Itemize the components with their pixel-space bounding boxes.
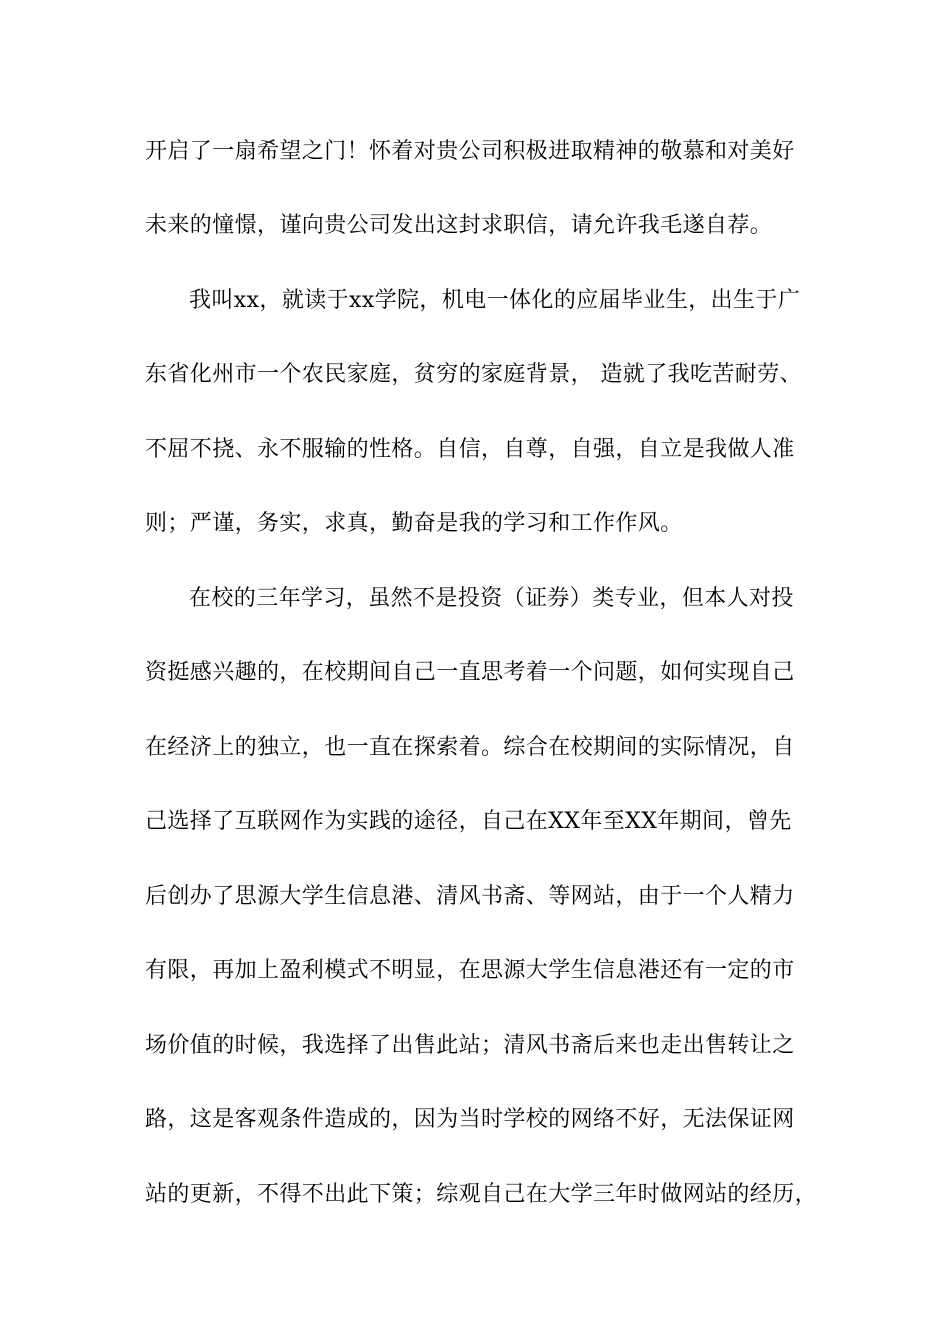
paragraph-start-line-7: 在校的三年学习，虽然不是投资（证券）类专业，但本人对投 (189, 586, 794, 611)
text-line-10: 己选择了互联网作为实践的途径，自己在XX年至XX年期间，曾先 (145, 809, 792, 834)
text-line-4: 东省化州市一个农民家庭，贫穷的家庭背景， 造就了我吃苦耐劳、 (145, 362, 802, 387)
text-line-6: 则；严谨，务实，求真，勤奋是我的学习和工作作风。 (145, 511, 683, 536)
text-line-11: 后创办了思源大学生信息港、清风书斋、等网站，由于一个人精力 (145, 884, 795, 909)
text-line-12: 有限，再加上盈利模式不明显，在思源大学生信息港还有一定的市 (145, 958, 795, 983)
text-line-2: 未来的憧憬，谨向贵公司发出这封求职信，请允许我毛遂自荐。 (145, 213, 773, 238)
text-line-5: 不屈不挠、永不服输的性格。自信，自尊，自强，自立是我做人准 (145, 437, 795, 462)
text-line-9: 在经济上的独立，也一直在探索着。综合在校期间的实际情况，自 (145, 735, 795, 760)
text-line-13: 场价值的时候，我选择了出售此站；清风书斋后来也走出售转让之 (145, 1033, 795, 1058)
text-line-8: 资挺感兴趣的，在校期间自己一直思考着一个问题，如何实现自己 (145, 660, 795, 685)
text-line-14: 路，这是客观条件造成的，因为当时学校的网络不好，无法保证网 (145, 1107, 795, 1132)
text-line-15: 站的更新，不得不出此下策；综观自己在大学三年时做网站的经历， (145, 1182, 818, 1207)
text-line-1: 开启了一扇希望之门！怀着对贵公司积极进取精神的敬慕和对美好 (145, 139, 795, 164)
paragraph-start-line-3: 我叫xx，就读于xx学院，机电一体化的应届毕业生，出生于广 (189, 288, 801, 313)
